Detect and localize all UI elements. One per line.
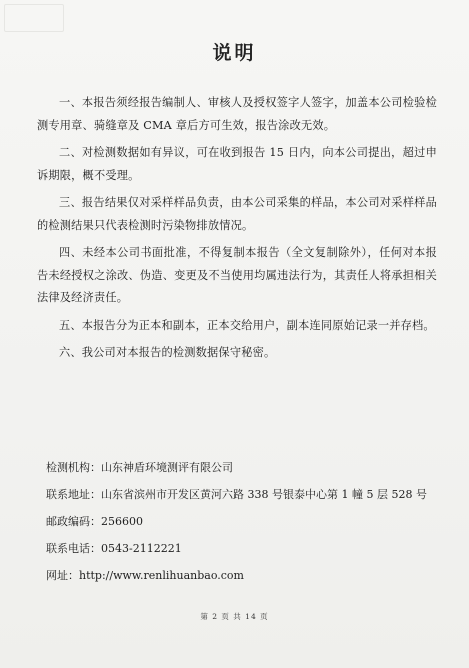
faint-stamp-outline [4, 4, 64, 32]
clause-3: 三、报告结果仅对采样样品负责，由本公司采集的样品，本公司对采样样品的检测结果只代表检测时污染物排放情况。 [37, 196, 437, 232]
postcode-line: 邮政编码：256600 [46, 515, 143, 528]
page-title: 说明 [212, 42, 257, 64]
page-number: 第 2 页 共 14 页 [200, 612, 269, 621]
address-line: 联系地址：山东省滨州市开发区黄河六路 338 号银泰中心第 1 幢 5 层 528 号 [46, 488, 427, 501]
phone-line: 联系电话：0543-2112221 [46, 542, 182, 555]
notice-clauses [37, 92, 437, 370]
clause-1: 一、本报告须经报告编制人、审核人及授权签字人签字，加盖本公司检验检测专用章、骑缝章及 CMA 章后方可生效，报告涂改无效。 [37, 96, 437, 132]
clause-2: 二、对检测数据如有异议，可在收到报告 15 日内，向本公司提出，超过申诉期限，概不受理。 [37, 146, 437, 182]
website-line: 网址：http://www.renlihuanbao.com [46, 569, 244, 582]
clause-5: 五、本报告分为正本和副本，正本交给用户，副本连同原始记录一并存档。 [59, 318, 435, 332]
contact-info [46, 461, 446, 596]
clause-6: 六、我公司对本报告的检测数据保守秘密。 [59, 346, 276, 359]
clause-4: 四、未经本公司书面批准，不得复制本报告（全文复制除外），任何对本报告未经授权之涂改、伪造、变更及不当使用均属违法行为，其责任人将承担相关法律及经济责任。 [37, 246, 437, 304]
org-line: 检测机构：山东神盾环境测评有限公司 [46, 461, 233, 474]
